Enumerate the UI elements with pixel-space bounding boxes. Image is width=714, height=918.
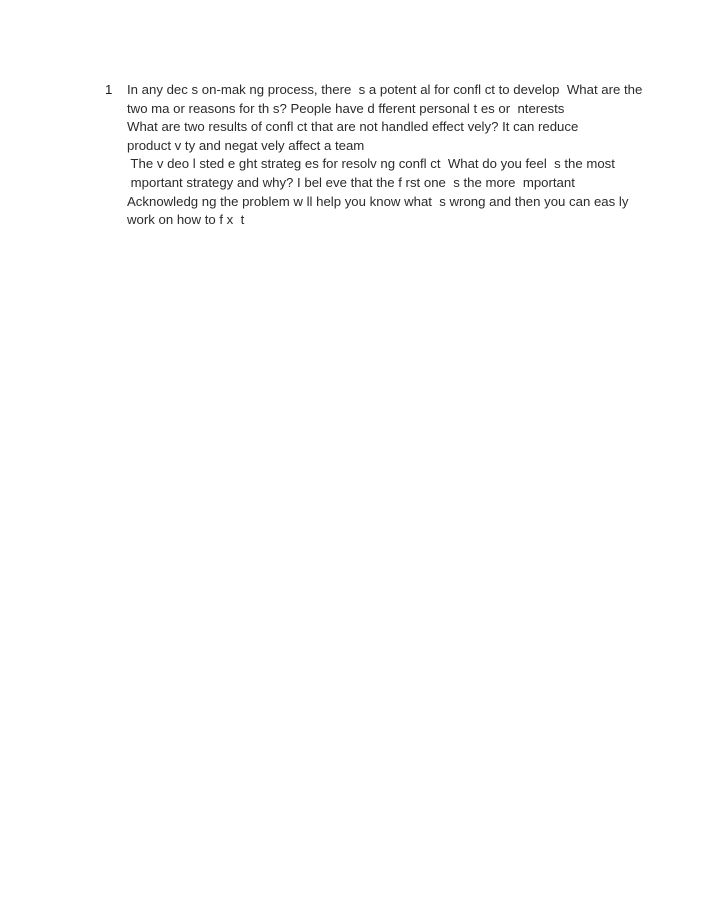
- text-line: two ma or reasons for th s? People have d fferent personal t es or nterests: [127, 100, 565, 116]
- list-number: 1: [105, 82, 113, 97]
- text-line: Acknowledg ng the problem w ll help you know what s wrong and then you can eas ly: [127, 193, 629, 209]
- text-line: What are two results of confl ct that are not handled effect vely? It can reduce: [127, 119, 579, 135]
- list-item-body: [127, 81, 647, 230]
- text-line: mportant strategy and why? I bel eve that the f rst one s the more mportant: [127, 174, 575, 190]
- text-line: The v deo l sted e ght strateg es for resolv ng confl ct What do you feel s the most: [127, 156, 615, 172]
- text-line: work on how to f x t: [127, 212, 245, 228]
- text-line: In any dec s on-mak ng process, there s a potent al for confl ct to develop What are the: [127, 82, 643, 97]
- text-line: product v ty and negat vely affect a team: [127, 137, 365, 153]
